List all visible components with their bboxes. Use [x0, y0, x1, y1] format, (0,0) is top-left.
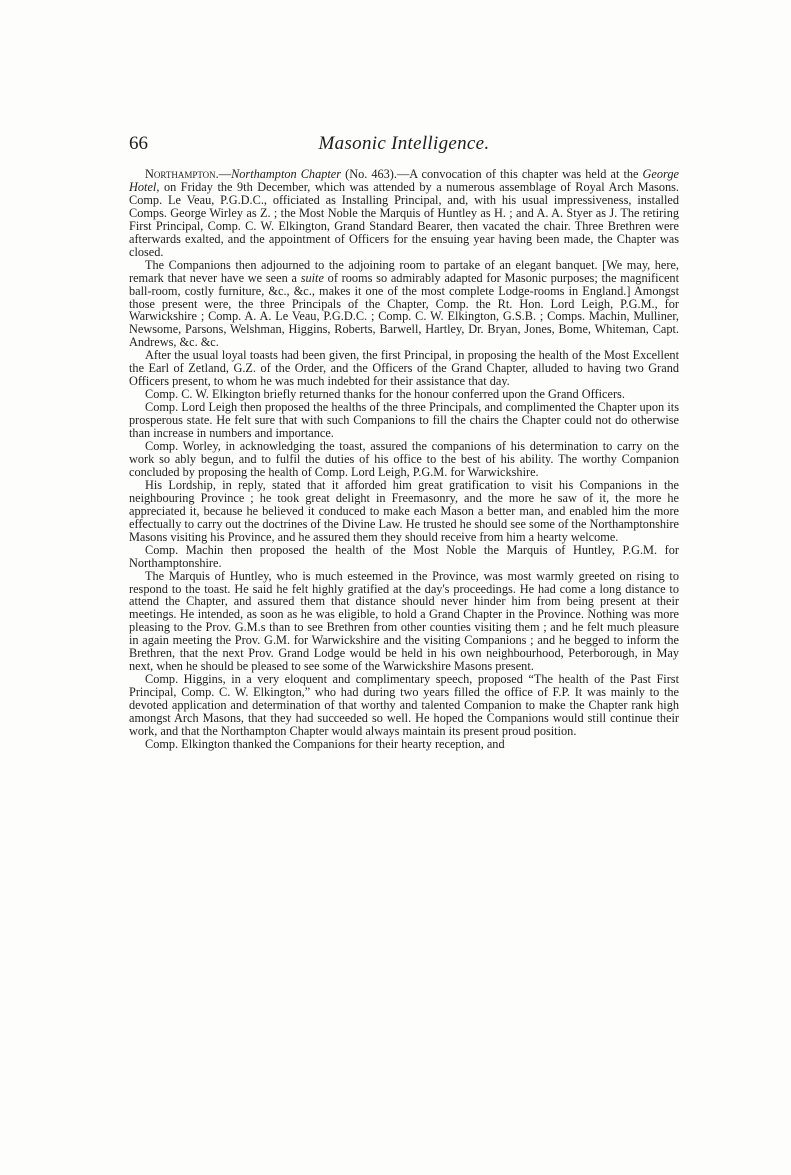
- paragraph-5: Comp. Lord Leigh then proposed the healths of the three Principals, and complimented the Chapter upon its prosperous state. He felt sure that with such Companions to fill the chairs the Chapter could not do otherwise than increase in numbers and importance.: [129, 400, 679, 441]
- page-header: [129, 133, 679, 157]
- paragraph-10: Comp. Higgins, in a very eloquent and complimentary speech, proposed “The health of the Past First Principal, Comp. C. W. Elkington,” who had during two years filled the office of F.P. It was mainly to the devoted application and determination of that worthy and talented Companion to make the Chapter rank high amongst Arch Masons, that they had succeeded so well. He hoped the Companions would still continue their work, and that the Northampton Chapter would always maintain its present proud position.: [129, 672, 679, 738]
- suite-word: suite: [300, 270, 324, 285]
- paragraph-2-text-b: of rooms so admirably adapted for Masonic purposes; the magnificent ball-room, costly furniture, &c., &c., makes it one of the most complete Lodge-rooms in England.] Amongst those present were, the three Principals of the Chapter, Comp. the Rt. Hon. Lord Leigh, P.G.M., for Warwickshire ; Comp. A. A. Le Veau, P.G.D.C. ; Comp. C. W. Elkington, G.S.B. ; Comps. Machin, Mulliner, Newsome, Parsons, Welshman, Higgins, Roberts, Barwell, Hartley, Dr. Bryan, Jones, Bome, Whiteman, Capt. Andrews, &c. &c.: [129, 270, 680, 350]
- paragraph-9: The Marquis of Huntley, who is much esteemed in the Province, was most warmly greeted on rising to respond to the toast. He said he felt highly gratified at the day's proceedings. He had come a long distance to attend the Chapter, and assured them that distance should never hinder him from being present at their meetings. He intended, as soon as he was eligible, to hold a Grand Chapter in the Province. Nothing was more pleasing to the Prov. G.M.s than to see Brethren from other counties visiting them ; and he felt much pleasure in again meeting the Prov. G.M. for Warwickshire and the visiting Companions ; and he begged to inform the Brethren, that the next Prov. Grand Lodge would be held in his own neighbourhood, Peterborough, in May next, when he should be pleased to see some of the Warwickshire Masons present.: [129, 568, 679, 674]
- paragraph-6: Comp. Worley, in acknowledging the toast, assured the companions of his determination to carry on the work so ably begun, and to fulfil the duties of his office to the best of his ability. The worthy Companion concluded by proposing the health of Comp. Lord Leigh, P.G.M. for Warwickshire.: [129, 439, 679, 479]
- paragraph-1-text-b: on Friday the 9th December, which was attended by a numerous assemblage of Royal Arch Masons. Comp. Le Veau, P.G.D.C., officiated as Installing Principal, and, with his usual impressiveness, installed Comps. George Wirley as Z. ; the Most Noble the Marquis of Huntley as H. ; and A. A. Styer as J. The retiring First Principal, Comp. C. W. Elkington, Grand Standard Bearer, then vacated the chair. Three Brethren were afterwards exalted, and the appointment of Officers for the ensuing year having been made, the Chapter was closed.: [129, 179, 679, 259]
- paragraph-8: Comp. Machin then proposed the health of the Most Noble the Marquis of Huntley, P.G.M. for Northamptonshire.: [129, 542, 679, 570]
- page-number: 66: [129, 133, 148, 154]
- paragraph-2-text-a: The Companions then adjourned to the adjoining room to partake of an elegant banquet. [We may, here, remark that never have we seen a: [129, 257, 679, 285]
- paragraph-11: Comp. Elkington thanked the Companions for their hearty reception, and: [145, 736, 505, 751]
- paragraph-4: Comp. C. W. Elkington briefly returned thanks for the honour conferred upon the Grand Officers.: [145, 387, 625, 402]
- paragraph-3: After the usual loyal toasts had been given, the first Principal, in proposing the health of the Most Excellent the Earl of Zetland, G.Z. of the Order, and the Officers of the Grand Chapter, alluded to having two Grand Officers present, to whom he was much indebted for their assistance that day.: [129, 348, 679, 389]
- venue-name: George Hotel,: [129, 167, 679, 194]
- paragraph-1: Northampton.—Northampton Chapter (No. 463).—A convocation of this chapter was held at the George Hotel, on Friday the 9th December, which was attended by a numerous assemblage of Royal Arch Masons. Comp. Le Veau, P.G.D.C., officiated as Installing Principal, and, with his usual impressiveness, installed Comps. George Wirley as Z. ; the Most Noble the Marquis of Huntley as H. ; and A. A. Styer as J. The retiring First Principal, Comp. C. W. Elkington, Grand Standard Bearer, then vacated the chair. Three Brethren were afterwards exalted, and the appointment of Officers for the ensuing year having been made, the Chapter was closed.: [129, 167, 679, 259]
- report-place: Northampton.: [145, 167, 219, 181]
- running-title: Masonic Intelligence.: [318, 133, 490, 154]
- paragraph-2: [129, 259, 679, 350]
- paragraph-1-text-a: (No. 463).—A convocation of this chapter was held at the: [341, 167, 643, 181]
- article-body: [129, 168, 679, 751]
- paragraph-7: His Lordship, in reply, stated that it afforded him great gratification to visit his Companions in the neighbouring Province ; he took great delight in Freemasonry, and the more he saw of it, the more he appreciated it, because he believed it conduced to make each Mason a better man, and enabled him the more effectually to carry out the doctrines of the Divine Law. He trusted he should see some of the Northamptonshire Masons visiting his Province, and he assured them they should receive from him a hearty welcome.: [129, 477, 679, 544]
- chapter-name: Northampton Chapter: [231, 167, 342, 181]
